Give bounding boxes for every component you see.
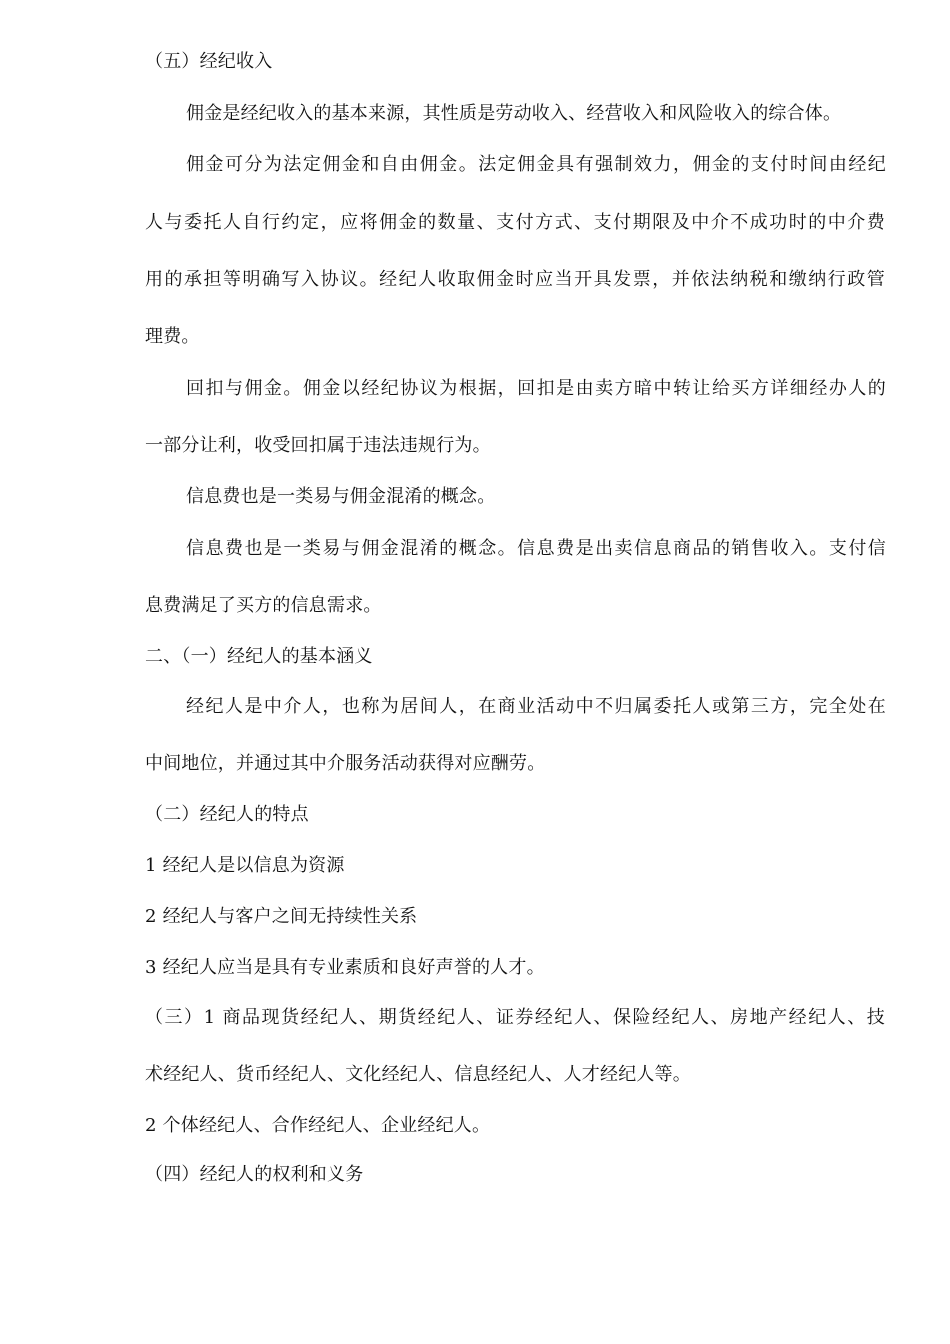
section-heading: （五）经纪收入 bbox=[145, 51, 273, 72]
paragraph-line: 佣金是经纪收入的基本来源，其性质是劳动收入、经营收入和风险收入的综合体。 bbox=[186, 103, 842, 124]
paragraph-line: 回扣与佣金。佣金以经纪协议为根据，回扣是由卖方暗中转让给买方详细经办人的 bbox=[186, 378, 886, 399]
paragraph-line: 佣金可分为法定佣金和自由佣金。法定佣金具有强制效力，佣金的支付时间由经纪 bbox=[186, 154, 886, 175]
paragraph-line: 息费满足了买方的信息需求。 bbox=[145, 595, 382, 616]
paragraph-line: 信息费也是一类易与佣金混淆的概念。 bbox=[186, 486, 496, 507]
paragraph-line: 信息费也是一类易与佣金混淆的概念。信息费是出卖信息商品的销售收入。支付信 bbox=[186, 538, 886, 559]
list-item: 1 经纪人是以信息为资源 bbox=[145, 855, 345, 876]
list-item: 3 经纪人应当是具有专业素质和良好声誉的人才。 bbox=[145, 957, 545, 978]
paragraph-line: 术经纪人、货币经纪人、文化经纪人、信息经纪人、人才经纪人等。 bbox=[145, 1064, 691, 1085]
paragraph-line: 用的承担等明确写入协议。经纪人收取佣金时应当开具发票，并依法纳税和缴纳行政管 bbox=[145, 269, 885, 290]
paragraph-line: 人与委托人自行约定，应将佣金的数量、支付方式、支付期限及中介不成功时的中介费 bbox=[145, 212, 885, 233]
list-item: 2 经纪人与客户之间无持续性关系 bbox=[145, 906, 418, 927]
section-heading: （二）经纪人的特点 bbox=[145, 804, 309, 825]
paragraph-line: （三）1 商品现货经纪人、期货经纪人、证券经纪人、保险经纪人、房地产经纪人、技 bbox=[145, 1007, 885, 1028]
paragraph-line: 中间地位，并通过其中介服务活动获得对应酬劳。 bbox=[145, 753, 546, 774]
section-heading: 二、（一）经纪人的基本涵义 bbox=[145, 646, 373, 667]
list-item: 2 个体经纪人、合作经纪人、企业经纪人。 bbox=[145, 1115, 491, 1136]
section-heading: （四）经纪人的权利和义务 bbox=[145, 1164, 364, 1185]
paragraph-line: 理费。 bbox=[145, 326, 200, 347]
paragraph-line: 一部分让利，收受回扣属于违法违规行为。 bbox=[145, 435, 491, 456]
paragraph-line: 经纪人是中介人，也称为居间人，在商业活动中不归属委托人或第三方，完全处在 bbox=[186, 696, 886, 717]
